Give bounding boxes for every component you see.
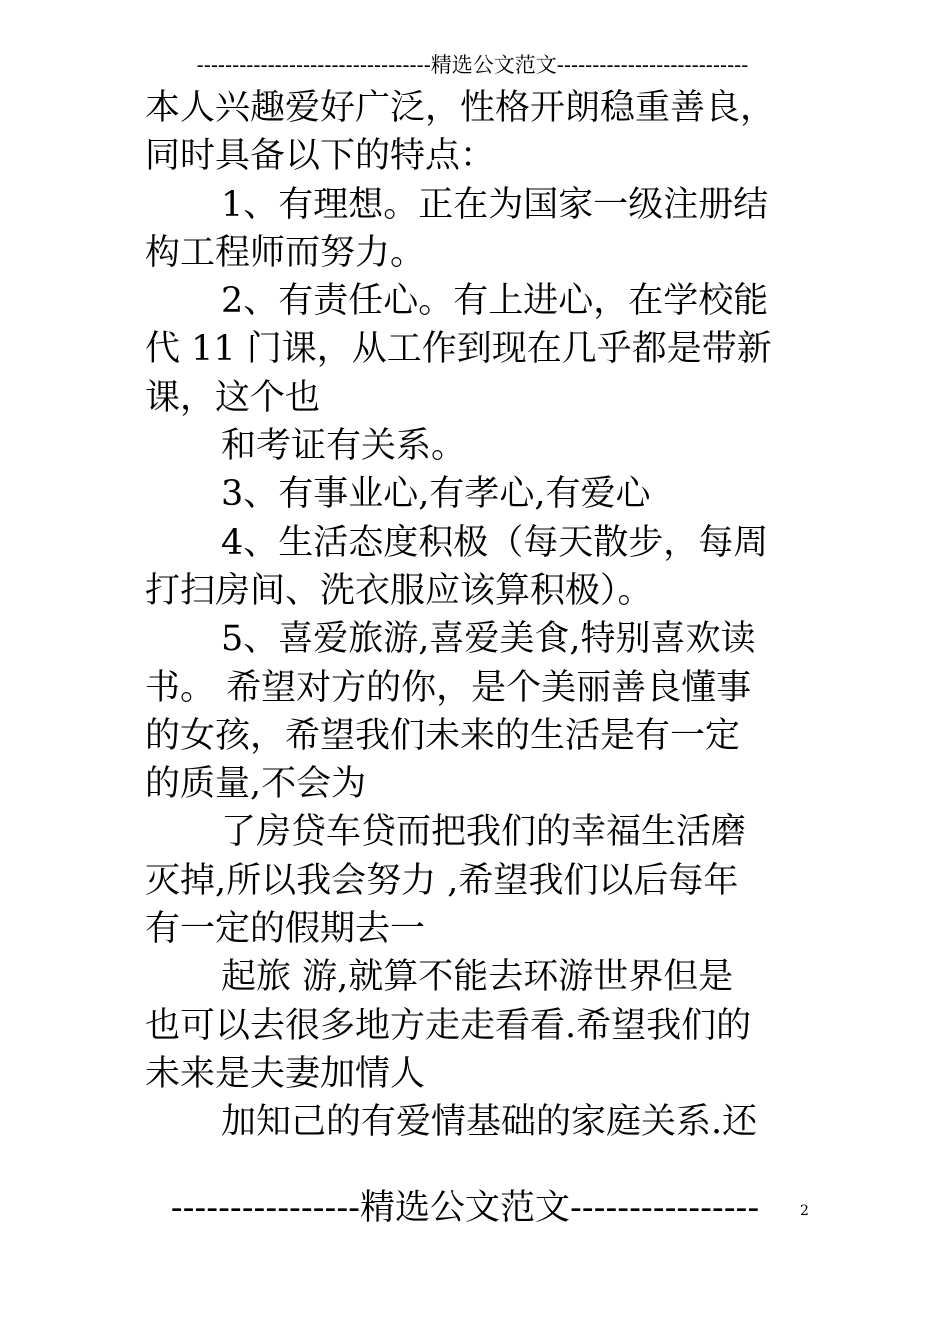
text-line: 1、有理想。正在为国家一级注册结 [221,184,769,225]
page-header: ---------------------------------精选公文范文--------------------------- [196,53,749,77]
text-line: 书。 希望对方的你，是个美丽善良懂事 [145,667,752,708]
text-line: 课，这个也 [145,377,321,418]
text-line: 代 11 门课，从工作到现在几乎都是带新 [145,329,772,370]
text-line: 4、生活态度积极（每天散步，每周 [221,522,769,563]
page-footer: ----------------精选公文范文---------------- [170,1188,760,1228]
text-line: 2、有责任心。有上进心，在学校能 [221,281,769,322]
text-line: 3、有事业心,有孝心,有爱心 [221,474,651,515]
text-line: 加知己的有爱情基础的家庭关系.还 [221,1102,758,1143]
text-line: 的质量,不会为 [145,764,367,805]
text-line: 的女孩，希望我们未来的生活是有一定 [145,715,741,756]
page-number: 2 [800,1203,809,1219]
text-line: 构工程师而努力。 [145,232,426,273]
text-line: 本人兴趣爱好广泛，性格开朗稳重善良， [145,88,776,128]
text-line: 也可以去很多地方走走看看.希望我们的 [145,1005,752,1046]
text-line: 起旅 游,就算不能去环游世界但是 [221,957,734,998]
text-line: 5、喜爱旅游,喜爱美食,特别喜欢读 [221,619,756,660]
text-line: 同时具备以下的特点： [145,136,496,177]
text-line: 和考证有关系。 [221,426,467,467]
text-line: 打扫房间、洗衣服应该算积极）。 [145,570,653,611]
document-body [145,84,815,1147]
text-line: 未来是夫妻加情人 [145,1053,426,1094]
text-line: 了房贷车贷而把我们的幸福生活磨 [221,812,747,853]
text-line: 灭掉,所以我会努力 ,希望我们以后每年 [145,860,739,901]
text-line: 有一定的假期去一 [145,909,426,950]
